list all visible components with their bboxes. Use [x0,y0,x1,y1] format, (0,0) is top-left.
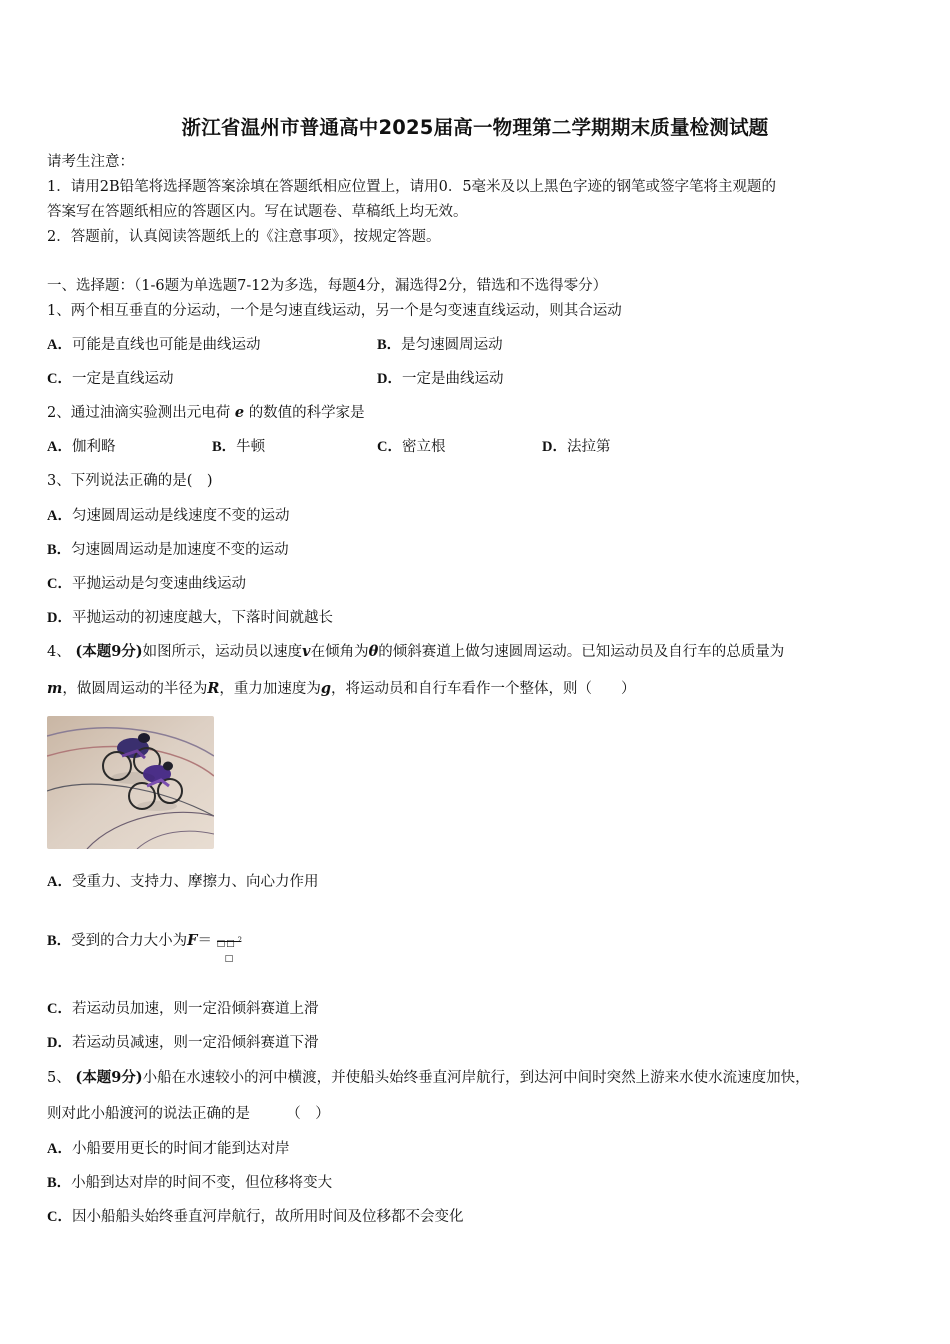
q2-option-b [212,437,265,457]
option-text: 伽利略 [71,439,116,455]
option-label: A． [47,508,72,524]
fraction-exponent: 2 [237,936,243,944]
option-label: C． [47,1209,72,1225]
option-label: B． [47,542,72,558]
q4-option-c [47,999,318,1019]
fraction-denominator: □ [224,954,234,964]
q4-text: ，将运动员和自行车看作一个整体，则（ ） [331,681,636,697]
option-label: A． [47,1141,72,1157]
option-text: 因小船船头始终垂直河岸航行，故所用时间及位移都不会变化 [71,1209,464,1225]
q3-option-c [47,574,246,594]
option-label: C． [377,439,402,455]
q5-number: 5、 [47,1070,71,1086]
option-text: 小船要用更长的时间才能到达对岸 [71,1141,290,1157]
q4-stem-line-1 [47,642,784,662]
formula-fraction [216,926,243,964]
option-text: 若运动员加速，则一定沿倾斜赛道上滑 [71,1001,319,1017]
section-heading: 一、选择题：（1-6题为单选题7-12为多选，每题4分，漏选得2分，错选和不选得零分） [47,278,608,294]
q5-stem-line-2: 则对此小船渡河的说法正确的是 （ ） [47,1106,330,1122]
q1-option-a [47,335,260,355]
q3-option-a [47,506,289,526]
q3-stem: 3、下列说法正确的是( ) [47,473,213,489]
option-label: D． [542,439,567,455]
q4-var-m: m [47,680,63,697]
q5-option-b [47,1173,332,1193]
q4-text: 在倾角为 [310,644,369,660]
option-label: D． [377,371,402,387]
option-label: C． [47,576,72,592]
q4-var-g: g [320,680,332,697]
option-label: B． [47,1175,72,1191]
q2-option-c [377,437,445,457]
q4-text: 的倾斜赛道上做匀速圆周运动。已知运动员及自行车的总质量为 [378,644,785,660]
q2-stem-text-end: 的数值的科学家是 [248,405,365,421]
q2-var-e: e [234,404,245,421]
option-label: B． [212,439,237,455]
q5-stem-line-1 [47,1068,810,1088]
q1-stem: 1、两个相互垂直的分运动，一个是匀速直线运动，另一个是匀变速直线运动，则其合运动 [47,303,622,319]
option-text: 一定是曲线运动 [401,371,504,387]
q2-option-d [542,437,610,457]
option-text: 平抛运动是匀变速曲线运动 [71,576,246,592]
q4-var-v: v [302,643,311,660]
option-text: 匀速圆周运动是线速度不变的运动 [71,508,290,524]
option-text: 是匀速圆周运动 [401,337,503,353]
q4-text: 如图所示，运动员以速度 [142,644,303,660]
q1-option-c [47,369,173,389]
option-text: 密立根 [401,439,446,455]
notice-heading: 请考生注意： [47,154,134,170]
q3-option-b [47,540,289,560]
q4-text: ，做圆周运动的半径为 [62,681,208,697]
cycling-track-photo [47,716,214,849]
page-title: 浙江省温州市普通高中2025届高一物理第二学期期末质量检测试题 [181,116,769,139]
q1-option-b [377,335,503,355]
option-text: 平抛运动的初速度越大，下落时间就越长 [71,610,333,626]
option-text: 一定是直线运动 [71,371,174,387]
q4-var-f: F [187,932,198,949]
q4-number: 4、 [47,644,71,660]
fraction-numerator: □□ [216,939,236,949]
q4-option-b [47,925,243,964]
option-label: C． [47,371,72,387]
notice-item-1-line-2: 答案写在答题纸相应的答题区内。写在试题卷、草稿纸上均无效。 [47,204,468,220]
option-label: D． [47,1035,72,1051]
option-text: 匀速圆周运动是加速度不变的运动 [71,542,289,558]
option-text: 受到的合力大小为 [71,933,188,949]
q4-score: (本题9分) [75,643,143,660]
option-label: C． [47,1001,72,1017]
option-text: 若运动员减速，则一定沿倾斜赛道下滑 [71,1035,319,1051]
q4-option-d [47,1033,318,1053]
q4-var-r: R [207,680,220,697]
q4-var-theta: θ [368,643,379,660]
option-label: D． [47,610,72,626]
fraction-bar [217,941,241,942]
option-text: 牛顿 [236,439,266,455]
q4-stem-line-2 [47,679,636,699]
option-text: 可能是直线也可能是曲线运动 [71,337,261,353]
option-label: B． [377,337,402,353]
option-text: 小船到达对岸的时间不变，但位移将变大 [71,1175,333,1191]
notice-item-2: 2．答题前，认真阅读答题纸上的《注意事项》，按规定答题。 [47,229,441,245]
equals-sign: ＝ [197,933,212,949]
option-label: B． [47,933,72,949]
option-text: 法拉第 [566,439,611,455]
q2-stem-text: 2、通过油滴实验测出元电荷 [47,405,231,421]
q2-option-a [47,437,115,457]
q4-text: ，重力加速度为 [219,681,321,697]
option-label: A． [47,337,72,353]
q2-stem [47,403,365,423]
option-text: 受重力、支持力、摩擦力、向心力作用 [71,874,319,890]
q5-option-a [47,1139,289,1159]
q3-option-d [47,608,333,628]
q5-option-c [47,1207,463,1227]
q5-text: 小船在水速较小的河中横渡，并使船头始终垂直河岸航行，到达河中间时突然上游来水使水流速度加快， [142,1070,810,1086]
q5-score: (本题9分) [75,1069,143,1086]
q1-option-d [377,369,503,389]
option-label: A． [47,874,72,890]
option-label: A． [47,439,72,455]
q4-option-a [47,872,318,892]
notice-item-1-line-1: 1．请用2B铅笔将选择题答案涂填在答题纸相应位置上，请用0．5毫米及以上黑色字迹的钢笔或签字笔将主观题的 [47,179,777,195]
